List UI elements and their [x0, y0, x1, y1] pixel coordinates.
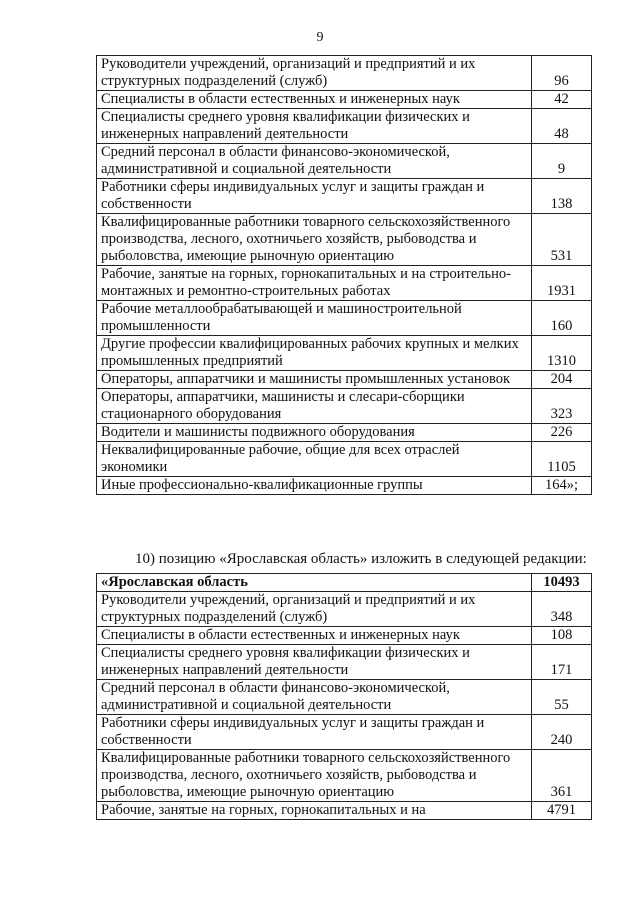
occupation-group-name: Квалифицированные работники товарного сельскохозяйственного производства, лесного, охотничьего хозяйств, рыбоводства и рыболовства, имеющие рыночную ориентацию	[97, 750, 532, 802]
occupation-group-name: Операторы, аппаратчики, машинисты и слесари-сборщики стационарного оборудования	[97, 389, 532, 424]
table-row	[97, 627, 592, 645]
table-row	[97, 56, 592, 91]
occupation-group-count: 42	[532, 91, 592, 109]
occupation-group-name: Рабочие, занятые на горных, горнокапитальных и на строительно-монтажных и ремонтно-строительных работах	[97, 266, 532, 301]
table-row	[97, 424, 592, 442]
occupation-group-count: 108	[532, 627, 592, 645]
table-row	[97, 715, 592, 750]
occupation-group-name: Средний персонал в области финансово-экономической, административной и социальной деятельности	[97, 680, 532, 715]
occupation-group-name: Специалисты в области естественных и инженерных наук	[97, 91, 532, 109]
occupation-group-name: Рабочие, занятые на горных, горнокапитальных и на	[97, 802, 532, 820]
occupation-group-name: Руководители учреждений, организаций и предприятий и их структурных подразделений (служб)	[97, 592, 532, 627]
table-row	[97, 179, 592, 214]
occupation-group-name: Специалисты среднего уровня квалификации физических и инженерных направлений деятельности	[97, 109, 532, 144]
amendment-instruction: 10) позицию «Ярославская область» изложить в следующей редакции:	[135, 551, 587, 567]
table-row	[97, 91, 592, 109]
occupation-group-count: 204	[532, 371, 592, 389]
occupation-group-count: 160	[532, 301, 592, 336]
table-row	[97, 442, 592, 477]
occupation-group-count: 164»;	[532, 477, 592, 495]
occupation-group-count: 55	[532, 680, 592, 715]
occupation-group-count: 1105	[532, 442, 592, 477]
occupation-group-name: Другие профессии квалифицированных рабочих крупных и мелких промышленных предприятий	[97, 336, 532, 371]
table-row	[97, 266, 592, 301]
occupation-group-count: 9	[532, 144, 592, 179]
occupation-group-name: Неквалифицированные рабочие, общие для всех отраслей экономики	[97, 442, 532, 477]
table-row	[97, 802, 592, 820]
occupation-group-name: Руководители учреждений, организаций и предприятий и их структурных подразделений (служб)	[97, 56, 532, 91]
occupation-group-count: 226	[532, 424, 592, 442]
occupation-group-name: Водители и машинисты подвижного оборудования	[97, 424, 532, 442]
occupation-group-count: 138	[532, 179, 592, 214]
table-row	[97, 109, 592, 144]
occupation-group-count: 96	[532, 56, 592, 91]
occupation-group-count: 1310	[532, 336, 592, 371]
occupation-group-name: Рабочие металлообрабатывающей и машиностроительной промышленности	[97, 301, 532, 336]
table-row	[97, 389, 592, 424]
occupation-group-count: 1931	[532, 266, 592, 301]
table-row	[97, 592, 592, 627]
occupation-group-count: 48	[532, 109, 592, 144]
occupation-group-name: Работники сферы индивидуальных услуг и защиты граждан и собственности	[97, 179, 532, 214]
table-row	[97, 214, 592, 266]
occupation-group-count: 240	[532, 715, 592, 750]
table-row	[97, 371, 592, 389]
table-row	[97, 750, 592, 802]
occupation-group-count: 361	[532, 750, 592, 802]
occupation-group-count: 4791	[532, 802, 592, 820]
table-row	[97, 477, 592, 495]
occupation-group-name: Работники сферы индивидуальных услуг и защиты граждан и собственности	[97, 715, 532, 750]
occupation-group-name: Специалисты среднего уровня квалификации физических и инженерных направлений деятельности	[97, 645, 532, 680]
occupation-group-name: Специалисты в области естественных и инженерных наук	[97, 627, 532, 645]
table-row	[97, 336, 592, 371]
occupation-group-name: Квалифицированные работники товарного сельскохозяйственного производства, лесного, охотничьего хозяйств, рыбоводства и рыболовства, имеющие рыночную ориентацию	[97, 214, 532, 266]
region-total: 10493	[532, 574, 592, 592]
occupation-group-count: 531	[532, 214, 592, 266]
occupation-group-name: Средний персонал в области финансово-экономической, административной и социальной деятельности	[97, 144, 532, 179]
occupation-group-count: 171	[532, 645, 592, 680]
page-number: 9	[316, 30, 324, 45]
occupation-table-continued	[96, 55, 592, 495]
region-name: «Ярославская область	[97, 574, 532, 592]
occupation-group-name: Иные профессионально-квалификационные группы	[97, 477, 532, 495]
region-header-row	[97, 574, 592, 592]
table-row	[97, 645, 592, 680]
table-row	[97, 144, 592, 179]
table-row	[97, 301, 592, 336]
occupation-group-count: 348	[532, 592, 592, 627]
occupation-group-count: 323	[532, 389, 592, 424]
occupation-group-name: Операторы, аппаратчики и машинисты промышленных установок	[97, 371, 532, 389]
table-row	[97, 680, 592, 715]
yaroslavl-region-table	[96, 573, 592, 820]
